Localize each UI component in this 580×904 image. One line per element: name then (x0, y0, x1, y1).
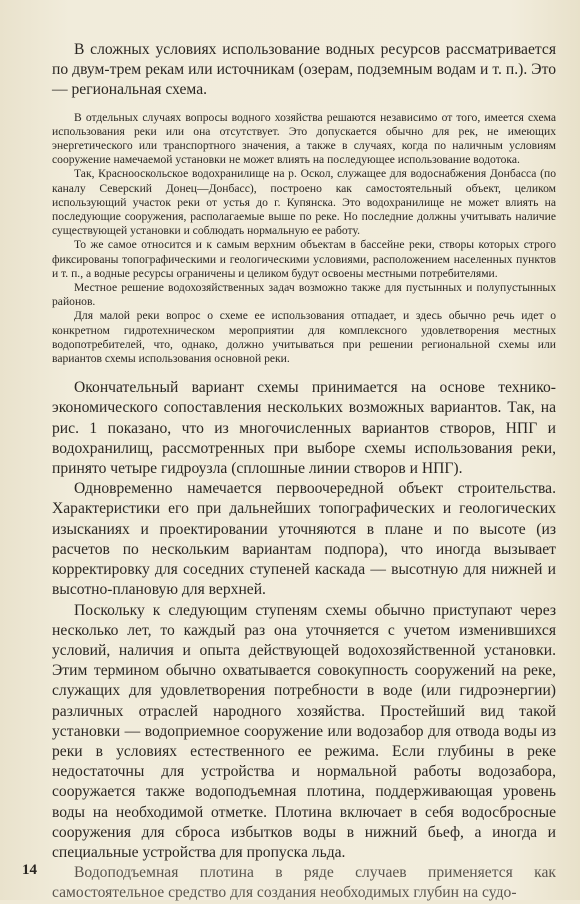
paragraph-desert-regions: Местное решение водохозяйственных задач возможно также для пустынных и полупустынных районов. (52, 281, 556, 309)
paragraph-krasnooskol-example: Так, Краснооскольское водохранилище на р. Оскол, служащее для водоснабжения Донбасса (по каналу Северский Донец—Донбасс), построено как самостоятельный объект, целиком использующий участок реки от устья до г. Купянска. Это водохранилище не может влиять на последующие сооружения, располагаемые выше по реке. Но последние должны учитывать наличие существующей установки и соблюдать нормальную ее работу. (52, 167, 556, 238)
paragraph-small-river: Для малой реки вопрос о схеме ее использования отпадает, и здесь обычно речь идет о конкретном гидротехническом мероприятии для комплексного удовлетворения местных водопотребителей, что, однако, должно учитываться при решении региональной схемы или вариантов схемы использования основной реки. (52, 309, 556, 366)
paragraph-final-variant: Окончательный вариант схемы принимается на основе технико-экономического сопоставления нескольких возможных вариантов. Так, на рис. 1 показано, что из многочисленных вариантов створов, НПГ и водохранилищ, рассмотренных при выборе схемы использования реки, принято четыре гидроузла (сплошные линии створов и НПГ). (52, 379, 556, 478)
page-number: 14 (22, 862, 37, 878)
paragraph-next-stages: Поскольку к следующим ступеням схемы обычно приступают через несколько лет, то каждый раз она уточняется с учетом изменившихся условий, наличия и опыта действующей водохозяйственной установки. Этим термином обычно охватывается совокупность сооружений на реке, служащих для удовлетворения потребности в воде (или гидроэнергии) различных отраслей народного хозяйства. Простейший вид такой установки — водоприемное сооружение или водозабор для отвода воды из реки в условиях естественного ее режима. Если глубины в реке недостаточны для устройства и нормальной работы водозабора, сооружается также водоподъемная плотина, поддерживающая уровень воды на необходимой отметке. Плотина включает в себя водосбросные сооружения для сброса избытков воды в нижний бьеф, а иногда и специальные устройства для пропуска льда. (52, 601, 556, 861)
paragraph-first-object: Одновременно намечается первоочередной объект строительства. Характеристики его при дальнейших топографических и геологических изысканиях и проектировании уточняются в плане и по высоте (из расчетов по нескольким вариантам подпора), что иногда вызывает корректировку для соседних ступеней каскада — высотную для нижней и высотно-плановую для верхней. (52, 480, 556, 599)
paragraph-regional-scheme: В сложных условиях использование водных ресурсов рассматривается по двум-трем рекам или источникам (озерам, подземным водам и т. п.). Это — региональная схема. (52, 41, 556, 99)
paragraph-dam-continued: Водоподъемная плотина в ряде случаев применяется как самостоятельное средство для создания необходимых глубин на судо- (52, 864, 556, 902)
paragraph-independent-cases: В отдельных случаях вопросы водного хозяйства решаются независимо от того, имеется схема использования реки или она отсутствует. Это допускается обычно для рек, не имеющих энергетического или транспортного значения, а также в случаях, когда по наличным условиям сооружение намечаемой установки не может влиять на последующее использование водотока. (52, 110, 556, 167)
body-text (52, 40, 556, 904)
paragraph-upper-objects: То же самое относится и к самым верхним объектам в бассейне реки, створы которых строго фиксированы топографическими и геологическими условиями, расположением населенных пунктов и т. п., а водные ресурсы ограничены и целиком будут освоены местными потребителями. (52, 238, 556, 280)
